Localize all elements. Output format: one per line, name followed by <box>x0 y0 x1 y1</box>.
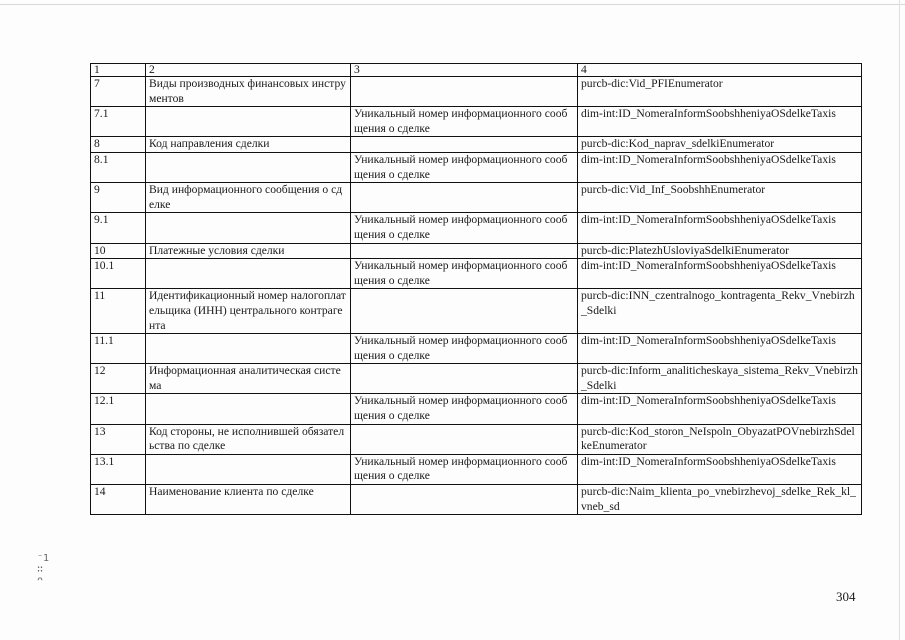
row-number-cell: 7 <box>91 77 146 107</box>
row-code-cell: dim-int:ID_NomeraInformSoobshheniyaOSdelkeTaxis <box>578 213 862 243</box>
row-name-cell <box>146 334 351 364</box>
table-row <box>91 107 862 137</box>
row-description-cell <box>351 243 578 259</box>
table-row <box>91 152 862 182</box>
table-row <box>91 289 862 334</box>
row-code-cell: purcb-dic:INN_czentralnogo_kontragenta_Rekv_Vnebirzh_Sdelki <box>578 289 862 334</box>
row-description-cell <box>351 77 578 107</box>
row-description-cell: Уникальный номер информационного сообщения о сделке <box>351 107 578 137</box>
table-row <box>91 424 862 454</box>
row-number-cell: 12 <box>91 364 146 394</box>
column-header: 4 <box>578 64 862 77</box>
row-name-cell <box>146 107 351 137</box>
row-code-cell: purcb-dic:Kod_naprav_sdelkiEnumerator <box>578 137 862 153</box>
row-code-cell: dim-int:ID_NomeraInformSoobshheniyaOSdelkeTaxis <box>578 152 862 182</box>
row-number-cell: 9.1 <box>91 213 146 243</box>
row-description-cell: Уникальный номер информационного сообщения о сделке <box>351 152 578 182</box>
row-description-cell: Уникальный номер информационного сообщения о сделке <box>351 334 578 364</box>
row-code-cell: purcb-dic:PlatezhUsloviyaSdelkiEnumerator <box>578 243 862 259</box>
scan-edge-top <box>0 4 905 5</box>
row-description-cell: Уникальный номер информационного сообщения о сделке <box>351 259 578 289</box>
row-number-cell: 13.1 <box>91 454 146 484</box>
row-description-cell: Уникальный номер информационного сообщения о сделке <box>351 454 578 484</box>
row-code-cell: purcb-dic:Naim_klienta_po_vnebirzhevoj_sdelke_Rek_kl_vneb_sd <box>578 485 862 515</box>
row-number-cell: 12.1 <box>91 394 146 424</box>
row-name-cell <box>146 454 351 484</box>
row-number-cell: 11.1 <box>91 334 146 364</box>
row-code-cell: purcb-dic:Inform_analiticheskaya_sistema_Rekv_Vnebirzh_Sdelki <box>578 364 862 394</box>
margin-stamp: ⁻1 ∷ ᴖ <box>37 553 50 586</box>
column-header: 3 <box>351 64 578 77</box>
row-number-cell: 14 <box>91 485 146 515</box>
column-header: 2 <box>146 64 351 77</box>
row-name-cell <box>146 259 351 289</box>
table-row <box>91 454 862 484</box>
row-description-cell <box>351 137 578 153</box>
row-description-cell <box>351 289 578 334</box>
row-code-cell: dim-int:ID_NomeraInformSoobshheniyaOSdelkeTaxis <box>578 454 862 484</box>
row-number-cell: 8 <box>91 137 146 153</box>
row-code-cell: dim-int:ID_NomeraInformSoobshheniyaOSdelkeTaxis <box>578 394 862 424</box>
row-description-cell <box>351 424 578 454</box>
row-name-cell: Вид информационного сообщения о сделке <box>146 183 351 213</box>
row-number-cell: 10 <box>91 243 146 259</box>
table-row <box>91 137 862 153</box>
row-name-cell <box>146 394 351 424</box>
row-code-cell: dim-int:ID_NomeraInformSoobshheniyaOSdelkeTaxis <box>578 259 862 289</box>
table-row <box>91 334 862 364</box>
table-row <box>91 485 862 515</box>
row-code-cell: dim-int:ID_NomeraInformSoobshheniyaOSdelkeTaxis <box>578 107 862 137</box>
row-description-cell <box>351 183 578 213</box>
table-row <box>91 259 862 289</box>
taxonomy-table <box>90 63 862 515</box>
page-number: 304 <box>836 589 856 604</box>
row-number-cell: 7.1 <box>91 107 146 137</box>
table-header-row <box>91 64 862 77</box>
row-name-cell: Виды производных финансовых инструментов <box>146 77 351 107</box>
row-name-cell <box>146 213 351 243</box>
row-name-cell: Идентификационный номер налогоплательщика (ИНН) центрального контрагента <box>146 289 351 334</box>
table-row <box>91 364 862 394</box>
row-description-cell <box>351 364 578 394</box>
table-row <box>91 77 862 107</box>
table-row <box>91 183 862 213</box>
row-code-cell: purcb-dic:Vid_PFIEnumerator <box>578 77 862 107</box>
row-description-cell: Уникальный номер информационного сообщения о сделке <box>351 394 578 424</box>
row-number-cell: 10.1 <box>91 259 146 289</box>
table-row <box>91 243 862 259</box>
row-number-cell: 13 <box>91 424 146 454</box>
row-code-cell: purcb-dic:Vid_Inf_SoobshhEnumerator <box>578 183 862 213</box>
row-code-cell: dim-int:ID_NomeraInformSoobshheniyaOSdelkeTaxis <box>578 334 862 364</box>
row-description-cell <box>351 485 578 515</box>
table-row <box>91 213 862 243</box>
row-number-cell: 9 <box>91 183 146 213</box>
row-name-cell: Код направления сделки <box>146 137 351 153</box>
row-name-cell: Код стороны, не исполнившей обязательства по сделке <box>146 424 351 454</box>
row-name-cell <box>146 152 351 182</box>
row-description-cell: Уникальный номер информационного сообщения о сделке <box>351 213 578 243</box>
row-code-cell: purcb-dic:Kod_storon_NeIspoln_ObyazatPOVnebirzhSdelkeEnumerator <box>578 424 862 454</box>
row-name-cell: Наименование клиента по сделке <box>146 485 351 515</box>
row-name-cell: Платежные условия сделки <box>146 243 351 259</box>
row-number-cell: 11 <box>91 289 146 334</box>
row-name-cell: Информационная аналитическая система <box>146 364 351 394</box>
scan-edge-right <box>899 0 900 640</box>
table-row <box>91 394 862 424</box>
column-header: 1 <box>91 64 146 77</box>
row-number-cell: 8.1 <box>91 152 146 182</box>
